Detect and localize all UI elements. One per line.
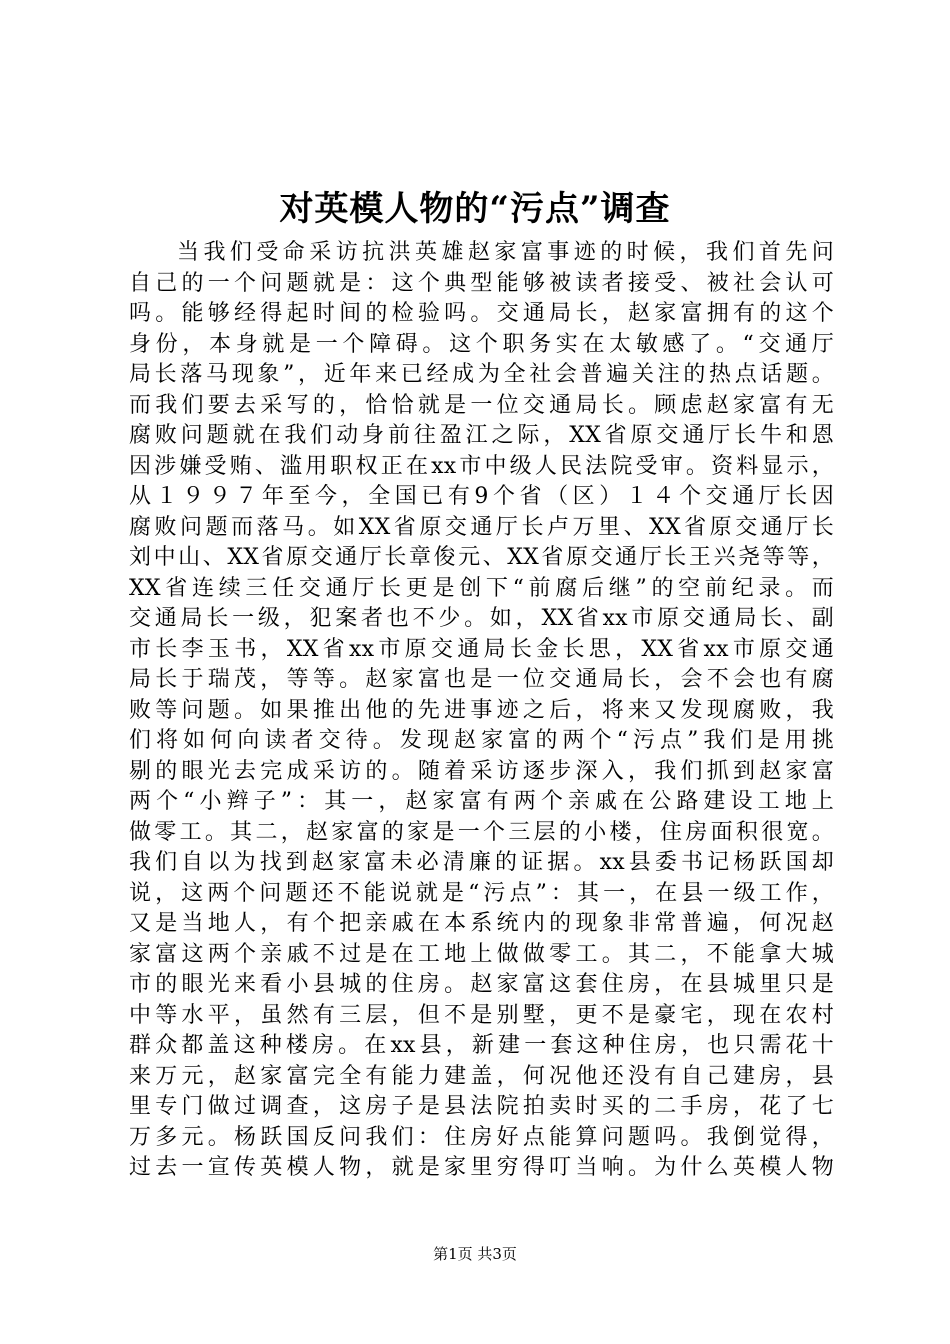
- body-line: 中等水平，虽然有三层，但不是别墅，更不是豪宅，现在农村: [129, 1002, 834, 1028]
- body-line: 市的眼光来看小县城的住房。赵家富这套住房，在县城里只是: [129, 972, 834, 997]
- document-title: 对英模人物的“污点”调查: [279, 189, 671, 229]
- body-line: 家富这两个亲戚不过是在工地上做做零工。其二，不能拿大城: [129, 941, 834, 967]
- body-line: 从１９９７年至今，全国已有9个省（区）１４个交通厅长因: [129, 484, 834, 509]
- page-footer: 第1页 共3页: [433, 1245, 517, 1263]
- body-line: 群众都盖这种楼房。在xx县，新建一套这种住房，也只需花十: [129, 1033, 834, 1058]
- body-line: 来万元，赵家富完全有能力建盖，何况他还没有自己建房，县: [129, 1063, 834, 1089]
- body-line: 说，这两个问题还不能说就是“污点”：其一，在县一级工作，: [129, 880, 834, 906]
- body-line: 里专门做过调查，这房子是县法院拍卖时买的二手房，花了七: [129, 1094, 834, 1119]
- body-line: 做零工。其二，赵家富的家是一个三层的小楼，住房面积很宽。: [129, 819, 834, 845]
- body-line: 自己的一个问题就是：这个典型能够被读者接受、被社会认可: [129, 270, 834, 296]
- body-line: 因涉嫌受贿、滥用职权正在xx市中级人民法院受审。资料显示，: [129, 453, 834, 479]
- body-line: 又是当地人，有个把亲戚在本系统内的现象非常普遍，何况赵: [129, 911, 834, 936]
- body-line: 过去一宣传英模人物，就是家里穷得叮当响。为什么英模人物: [129, 1155, 834, 1180]
- body-line: 局长于瑞茂，等等。赵家富也是一位交通局长，会不会也有腐: [129, 667, 834, 692]
- body-line: 我们自以为找到赵家富未必清廉的证据。xx县委书记杨跃国却: [129, 850, 834, 875]
- body-line: 腐败问题就在我们动身前往盈江之际，XX省原交通厅长牛和恩: [129, 423, 834, 448]
- body-line: 刘中山、XX省原交通厅长章俊元、XX省原交通厅长王兴尧等等，: [129, 545, 834, 570]
- body-line: 交通局长一级，犯案者也不少。如，XX省xx市原交通局长、副: [129, 606, 834, 631]
- body-line: 吗。能够经得起时间的检验吗。交通局长，赵家富拥有的这个: [129, 301, 834, 326]
- body-line: 而我们要去采写的，恰恰就是一位交通局长。顾虑赵家富有无: [129, 392, 834, 418]
- document-body: [129, 238, 834, 1184]
- body-line: 身份，本身就是一个障碍。这个职务实在太敏感了。“交通厅: [129, 331, 834, 357]
- body-line: 剔的眼光去完成采访的。随着采访逐步深入，我们抓到赵家富: [129, 758, 834, 784]
- body-line: 两个“小辫子”：其一，赵家富有两个亲戚在公路建设工地上: [129, 789, 834, 814]
- body-line: 腐败问题而落马。如XX省原交通厅长卢万里、XX省原交通厅长: [129, 514, 834, 540]
- body-line: XX省连续三任交通厅长更是创下“前腐后继”的空前纪录。而: [129, 575, 834, 601]
- body-line: 当我们受命采访抗洪英雄赵家富事迹的时候，我们首先问: [177, 240, 834, 265]
- body-line: 万多元。杨跃国反问我们：住房好点能算问题吗。我倒觉得，: [129, 1124, 834, 1150]
- body-line: 们将如何向读者交待。发现赵家富的两个“污点”我们是用挑: [129, 728, 834, 753]
- body-line: 市长李玉书，XX省xx市原交通局长金长思，XX省xx市原交通: [129, 636, 834, 662]
- body-line: 局长落马现象”，近年来已经成为全社会普遍关注的热点话题。: [129, 362, 834, 387]
- body-line: 败等问题。如果推出他的先进事迹之后，将来又发现腐败，我: [129, 697, 834, 723]
